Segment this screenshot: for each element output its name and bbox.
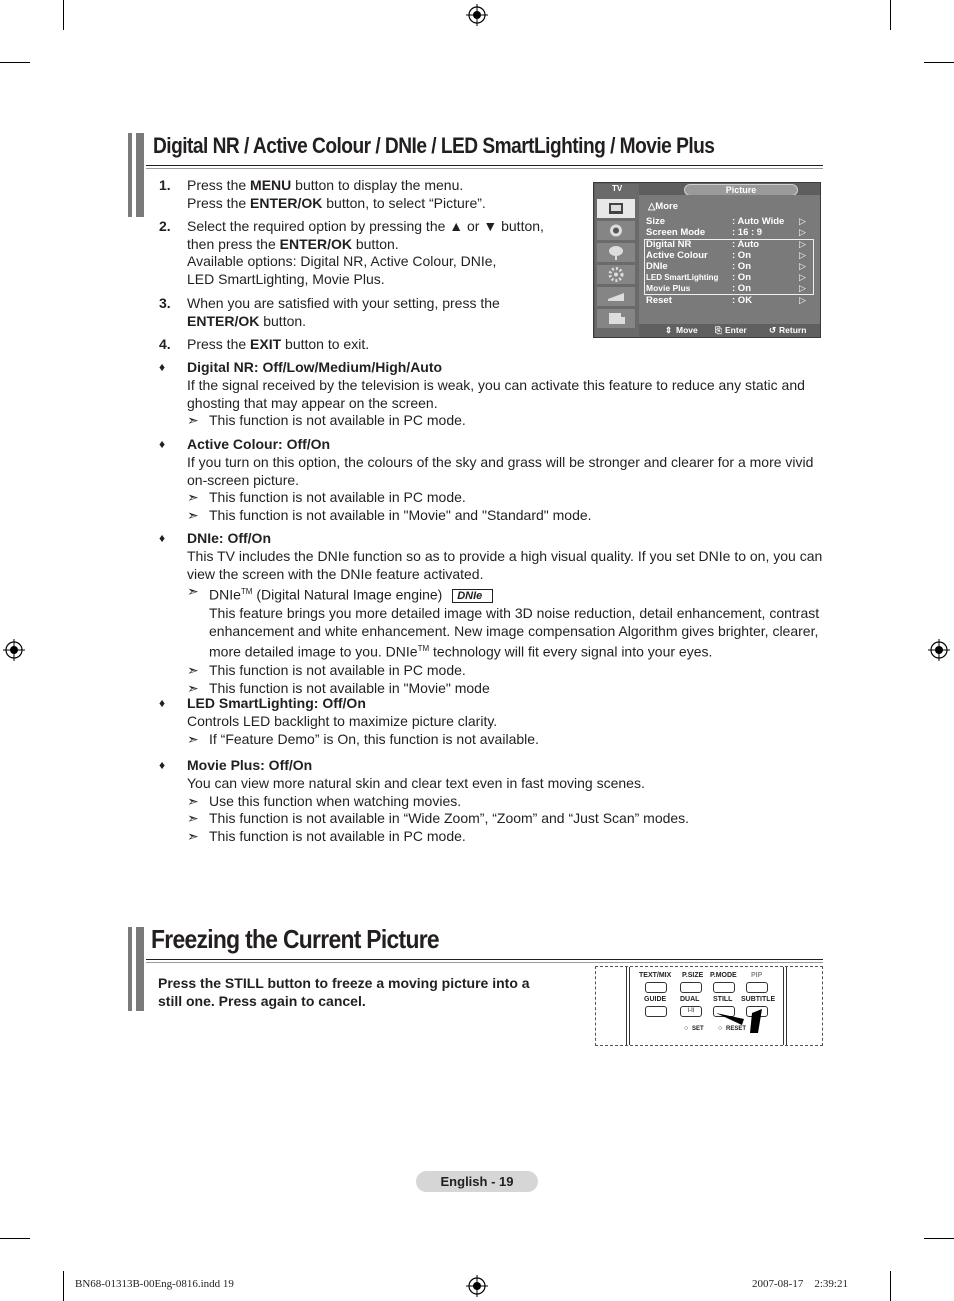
textmix-button[interactable] xyxy=(645,982,667,993)
note-arrow-icon: ➣ xyxy=(187,583,199,600)
remote-edge xyxy=(629,966,630,1046)
pmode-button[interactable] xyxy=(713,982,735,993)
heading-rule xyxy=(146,168,823,169)
psize-button[interactable] xyxy=(680,982,702,993)
application-icon[interactable] xyxy=(597,309,635,328)
note-arrow-icon: ➣ xyxy=(187,489,199,506)
freeze-instructions: Press the STILL button to freeze a moving picture into a still one. Press again to cancel. xyxy=(158,975,530,1009)
crop-mark xyxy=(0,1238,30,1239)
pointer-hand-icon xyxy=(714,1007,774,1037)
remote-label-textmix: TEXT/MIX xyxy=(639,972,672,979)
guide-button[interactable] xyxy=(645,1006,667,1017)
picture-icon[interactable] xyxy=(597,199,635,218)
osd-footer-move: Move xyxy=(676,325,698,335)
osd-row-size[interactable]: Size : Auto Wide ▷ xyxy=(646,216,806,227)
heading-bar xyxy=(136,927,144,1011)
sound-icon[interactable] xyxy=(597,221,635,240)
section-title-freezing: Freezing the Current Picture xyxy=(151,924,439,954)
footer-file-info: BN68-01313B-00Eng-0816.indd 19 xyxy=(75,1278,234,1290)
osd-row-active-colour[interactable]: Active Colour : On ▷ xyxy=(646,250,806,261)
note-arrow-icon: ➣ xyxy=(187,810,199,827)
remote-label-dual: DUAL xyxy=(680,996,700,1003)
crop-mark xyxy=(924,1238,954,1239)
registration-mark-icon xyxy=(928,639,950,661)
reset-dot-icon: ○ xyxy=(718,1025,723,1032)
osd-row-movie-plus[interactable]: Movie Plus : On ▷ xyxy=(646,283,806,294)
heading-bar xyxy=(136,133,144,217)
note-arrow-icon: ➣ xyxy=(187,507,199,524)
osd-picture-menu xyxy=(593,182,821,338)
note-arrow-icon: ➣ xyxy=(187,679,199,696)
enter-icon: ⎘ xyxy=(715,325,722,335)
remote-label-subtitle: SUBTITLE xyxy=(741,996,776,1003)
heading-bar xyxy=(128,133,132,217)
osd-row-screen-mode[interactable]: Screen Mode : 16 : 9 ▷ xyxy=(646,227,806,238)
remote-edge xyxy=(626,966,627,1046)
move-icon: ⇕ xyxy=(665,325,673,335)
crop-mark xyxy=(63,0,64,30)
note-arrow-icon: ➣ xyxy=(187,730,199,747)
osd-more[interactable]: △More xyxy=(648,201,679,212)
remote-label-guide: GUIDE xyxy=(644,996,667,1003)
dual-button[interactable]: I-II xyxy=(680,1006,702,1017)
note-arrow-icon: ➣ xyxy=(187,412,199,429)
osd-footer-enter: Enter xyxy=(725,325,747,335)
osd-row-dnie[interactable]: DNIe : On ▷ xyxy=(646,261,806,272)
remote-label-pmode: P.MODE xyxy=(710,972,737,979)
footer-date-info: 2007-08-17 2:39:21 xyxy=(752,1278,848,1290)
crop-mark xyxy=(890,0,891,30)
remote-edge xyxy=(783,966,784,1046)
heading-bar xyxy=(128,927,132,1011)
dnie-logo: DNIe xyxy=(452,589,493,603)
heading-rule xyxy=(146,959,823,960)
registration-mark-icon xyxy=(466,1275,488,1297)
note-arrow-icon: ➣ xyxy=(187,792,199,809)
heading-rule xyxy=(146,165,823,166)
osd-footer-return: Return xyxy=(779,325,807,335)
setup-icon[interactable] xyxy=(597,265,635,284)
note-arrow-icon: ➣ xyxy=(187,828,199,845)
osd-row-digital-nr[interactable]: Digital NR : Auto ▷ xyxy=(646,239,806,250)
osd-row-reset[interactable]: Reset : OK ▷ xyxy=(646,295,806,306)
crop-mark xyxy=(890,1271,891,1301)
registration-mark-icon xyxy=(3,639,25,661)
remote-label-psize: P.SIZE xyxy=(682,972,704,979)
page-number-label: English - 19 xyxy=(416,1171,538,1192)
channel-icon[interactable] xyxy=(597,243,635,262)
osd-footer xyxy=(639,324,820,337)
set-dot-icon: ○ xyxy=(684,1025,689,1032)
remote-edge xyxy=(786,966,787,1046)
registration-mark-icon xyxy=(466,4,488,26)
pip-button[interactable] xyxy=(746,982,768,993)
return-icon: ↺ xyxy=(769,325,777,335)
section-title: Digital NR / Active Colour / DNIe / LED SmartLighting / Movie Plus xyxy=(153,133,715,158)
heading-rule xyxy=(146,962,823,963)
remote-label-pip: PIP xyxy=(751,972,763,979)
remote-label-still: STILL xyxy=(713,996,733,1003)
osd-row-led-smartlighting[interactable]: LED SmartLighting : On ▷ xyxy=(646,272,806,283)
osd-title: Picture xyxy=(684,184,798,196)
osd-tv-label: TV xyxy=(612,184,623,193)
crop-mark xyxy=(63,1271,64,1301)
remote-label-reset: RESET xyxy=(726,1026,747,1032)
crop-mark xyxy=(0,62,30,63)
remote-label-set: SET xyxy=(692,1026,704,1032)
input-icon[interactable] xyxy=(597,287,635,306)
note-arrow-icon: ➣ xyxy=(187,661,199,678)
crop-mark xyxy=(924,62,954,63)
remote-illustration xyxy=(595,966,823,1046)
